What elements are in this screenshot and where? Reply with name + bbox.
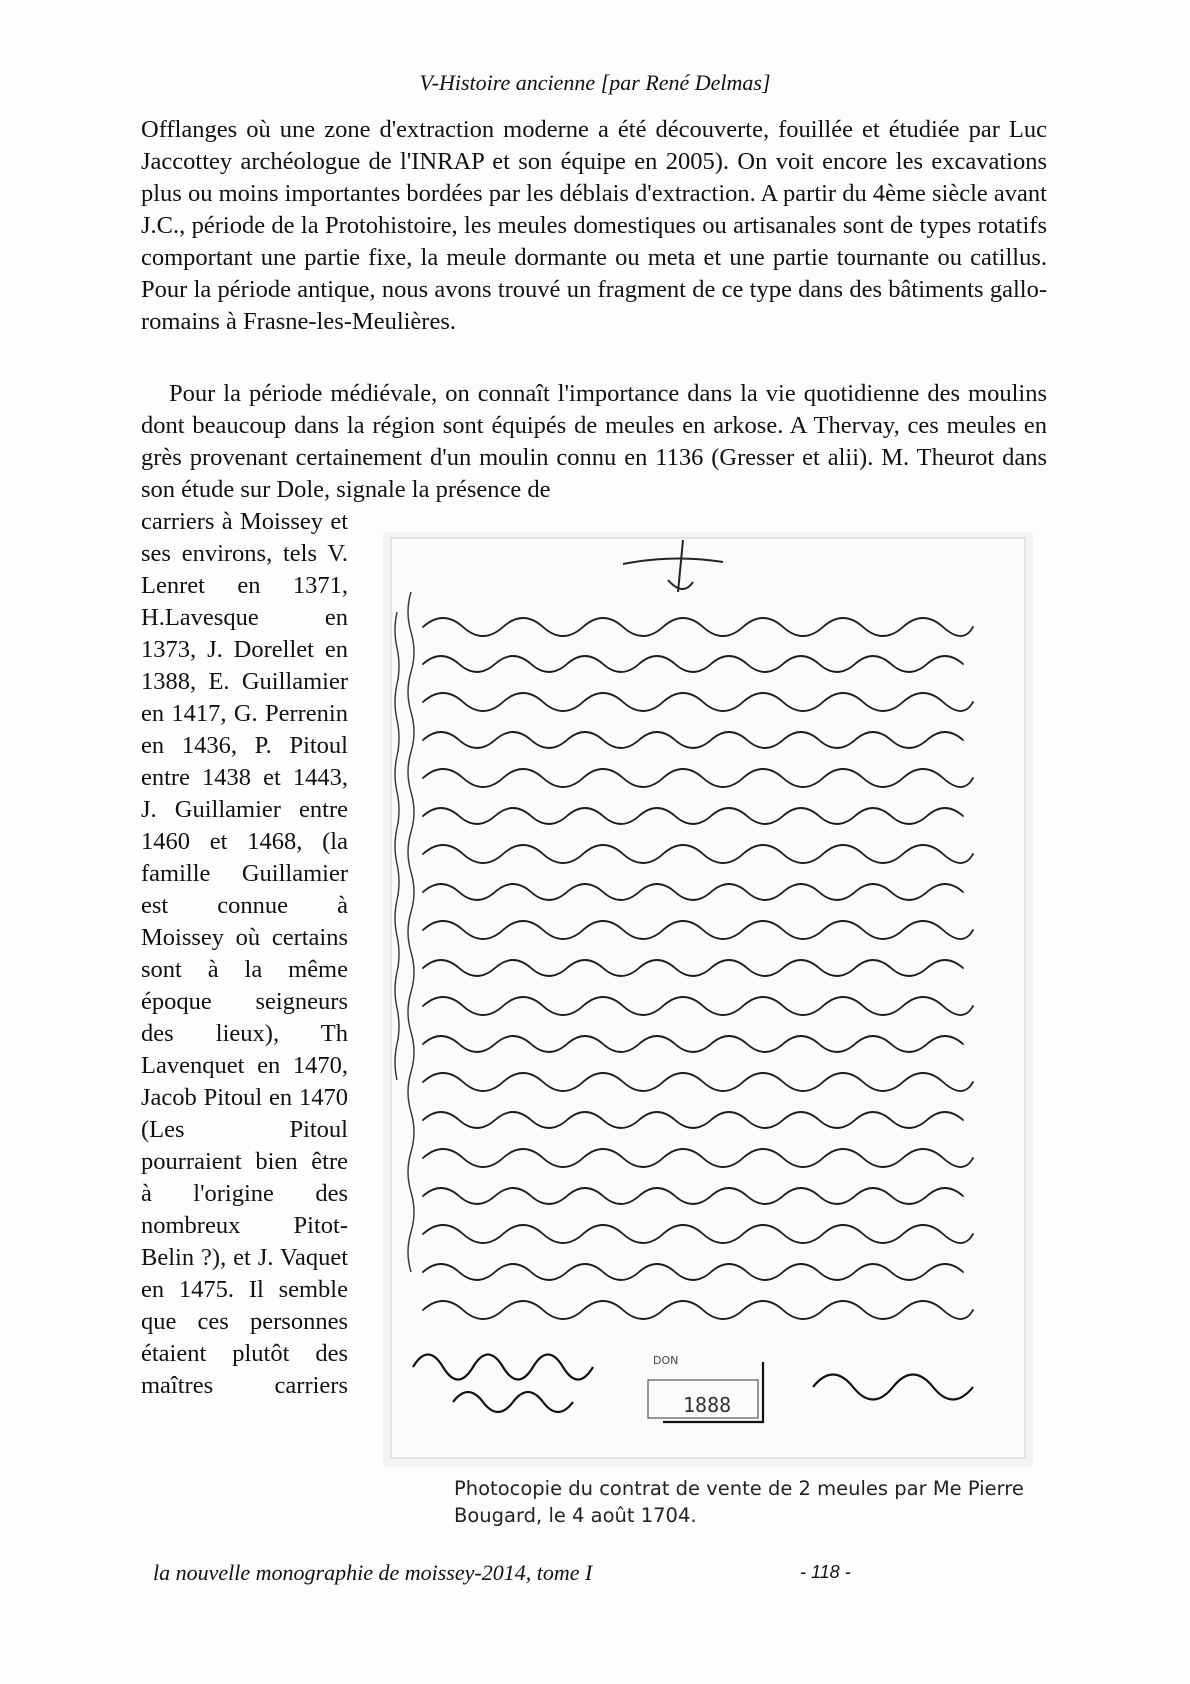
side-column-text: carriers à Moissey et ses environs, tels V. Lenret en 1371, H.Lavesque en 1373, J. Dorellet en 1388, E. Guillamier en 1417, G. Perrenin en 1436, P. Pitoul entre 1438 et 1443, J. Guillamier entre 1460 et 1468, (la famille Guillamier est connue à Moissey où certains sont à la même époque seigneurs des lieux), Th Lavenquet en 1470, Jacob Pitoul en 1470 (Les Pitoul pourraient bien être à l'origine des nombreux Pitot-Belin ?), et J. Vaquet en 1475. Il semble que ces personnes étaient plutôt des maîtres carriers <box>141 508 348 1399</box>
paragraph-2: Pour la période médiévale, on connaît l'importance dans la vie quotidienne des moulins dont beaucoup dans la région sont équipés de meules en arkose. A Thervay, ces meules en grès provenant certainement d'un moulin connu en 1136 (Gresser et alii). M. Theurot dans son étude sur Dole, signale la présence de <box>141 380 1047 503</box>
footer-page-number: - 118 - <box>800 1562 851 1582</box>
manuscript-photocopy <box>383 532 1033 1467</box>
stamp-label: DON <box>653 1354 679 1367</box>
paragraph-1: Offlanges où une zone d'extraction moderne a été découverte, fouillée et étudiée par Luc Jaccottey archéologue de l'INRAP et son équipe en 2005). On voit encore les excavations plus ou moins importantes bordées par les déblais d'extraction. A partir du 4ème siècle avant J.C., période de la Protohistoire, les meules domestiques ou artisanales sont de types rotatifs comportant une partie fixe, la meule dormante ou meta et une partie tournante ou catillus. Pour la période antique, nous avons trouvé un fragment de ce type dans des bâtiments gallo-romains à Frasne-les-Meulières. <box>141 116 1047 335</box>
footer-publication: la nouvelle monographie de moissey-2014, tome I <box>153 1560 593 1585</box>
figure-caption: Photocopie du contrat de vente de 2 meules par Me Pierre Bougard, le 4 août 1704. <box>454 1477 1024 1527</box>
running-title: V-Histoire ancienne [par René Delmas] <box>419 70 771 95</box>
manuscript-image <box>383 532 1033 1467</box>
stamp-number: 1888 <box>683 1393 732 1417</box>
